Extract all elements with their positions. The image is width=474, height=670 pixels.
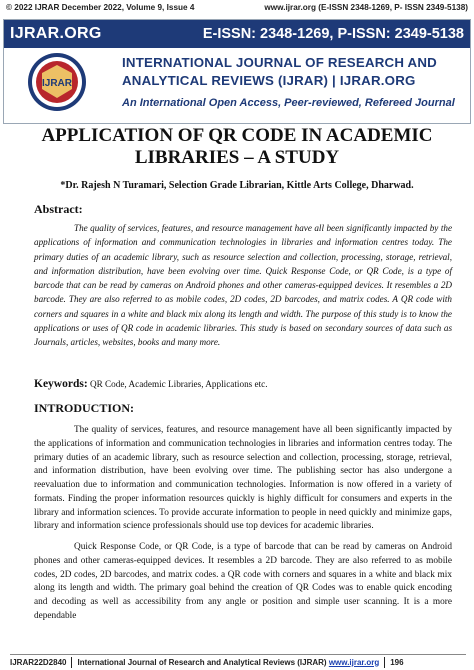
banner-strip bbox=[4, 20, 470, 48]
running-header bbox=[6, 3, 468, 15]
journal-logo-icon bbox=[26, 51, 88, 113]
banner-brand: IJRAR.ORG bbox=[10, 25, 102, 42]
intro-paragraph-2: Quick Response Code, or QR Code, is a type of barcode that can be read by cameras on Android phones and other cameras-equipped devices. It resembles a 2D barcode. They are also referred to as mobile codes, 2D codes, 2D barcodes, and matrix codes. a QR code with corners and squares in a white and black mix along its length and width. The primary goal behind the creation of QR Codes was to enable quick encoding and decoding as well as accessibility from any angle or position and simple user scanning. It is a more dependable bbox=[34, 542, 452, 621]
introduction-heading: INTRODUCTION: bbox=[34, 401, 135, 415]
author-line: *Dr. Rajesh N Turamari, Selection Grade Librarian, Kittle Arts College, Dharwad. bbox=[60, 180, 414, 191]
footer-page-number: 196 bbox=[390, 657, 404, 667]
journal-banner bbox=[3, 19, 471, 124]
keywords-label: Keywords: bbox=[34, 378, 88, 390]
introduction-body bbox=[34, 424, 452, 631]
page-footer bbox=[10, 654, 466, 669]
keywords-text: QR Code, Academic Libraries, Applications etc. bbox=[87, 379, 268, 389]
header-left: © 2022 IJRAR December 2022, Volume 9, Issue 4 bbox=[6, 3, 195, 12]
footer-paper-id: IJRAR22D2840 bbox=[10, 657, 67, 667]
journal-tagline: An International Open Access, Peer-reviewed, Refereed Journal bbox=[122, 97, 455, 109]
banner-issn: E-ISSN: 2348-1269, P-ISSN: 2349-5138 bbox=[202, 26, 464, 42]
paper-title-line2: LIBRARIES – A STUDY bbox=[134, 147, 340, 168]
header-right: www.ijrar.org (E-ISSN 2348-1269, P- ISSN 2349-5138) bbox=[264, 3, 468, 12]
abstract-heading: Abstract: bbox=[34, 202, 83, 216]
footer-url-link[interactable]: www.ijrar.org bbox=[328, 657, 380, 667]
footer-divider bbox=[71, 657, 72, 668]
journal-name-line2: ANALYTICAL REVIEWS (IJRAR) | IJRAR.ORG bbox=[122, 73, 416, 88]
paper-title bbox=[0, 125, 474, 169]
intro-paragraph-1: The quality of services, features, and resource management have all been significantly impacted by the applications of information and communication technologies in libraries and information centres today. The primary duties of an academic library, such as resource selection and collection, processing, storage, retrieval, and information distribution, have been evolving over time. The publishing sector has also undergone a reevaluation due to information and communication technologies. Information is now offered in a variety of formats. Finding the proper information resources quickly is highly difficult for consumers and experts in the library and information sciences. To provide accurate information to people in need quickly and minimize gaps, library and information science professionals should use top devices for academic libraries. bbox=[34, 425, 452, 532]
abstract-text: The quality of services, features, and resource management have all been significantly impacted by the applications of information and communication technologies in libraries and information centres today. The primary duties of an academic library, such as resource selection and collection, processing, storage, retrieval, and information distribution, have been evolving over time. Quick Response Code, or QR Code, is a type of barcode that can be read by cameras on Android phones and other cameras-equipped devices. It resembles a 2D barcode. They are also referred to as mobile codes, 2D codes, 2D barcodes, and matrix codes. A QR code with corners and squares in a white and black mix along its length and width. The purpose of this study is to know the applications or uses of QR code in academic libraries. This study is based on secondary sources of data such as Journals, articles, websites, books and many more. bbox=[34, 223, 452, 347]
logo-text: IJRAR bbox=[41, 78, 73, 89]
keywords-line bbox=[34, 378, 268, 390]
paper-title-line1: APPLICATION OF QR CODE IN ACADEMIC bbox=[41, 125, 433, 146]
journal-name-line1: INTERNATIONAL JOURNAL OF RESEARCH AND bbox=[122, 55, 437, 70]
footer-journal: International Journal of Research and Analytical Reviews (IJRAR) bbox=[77, 657, 327, 667]
banner-lower bbox=[4, 48, 470, 123]
journal-name bbox=[122, 54, 437, 90]
footer-divider bbox=[384, 657, 385, 668]
